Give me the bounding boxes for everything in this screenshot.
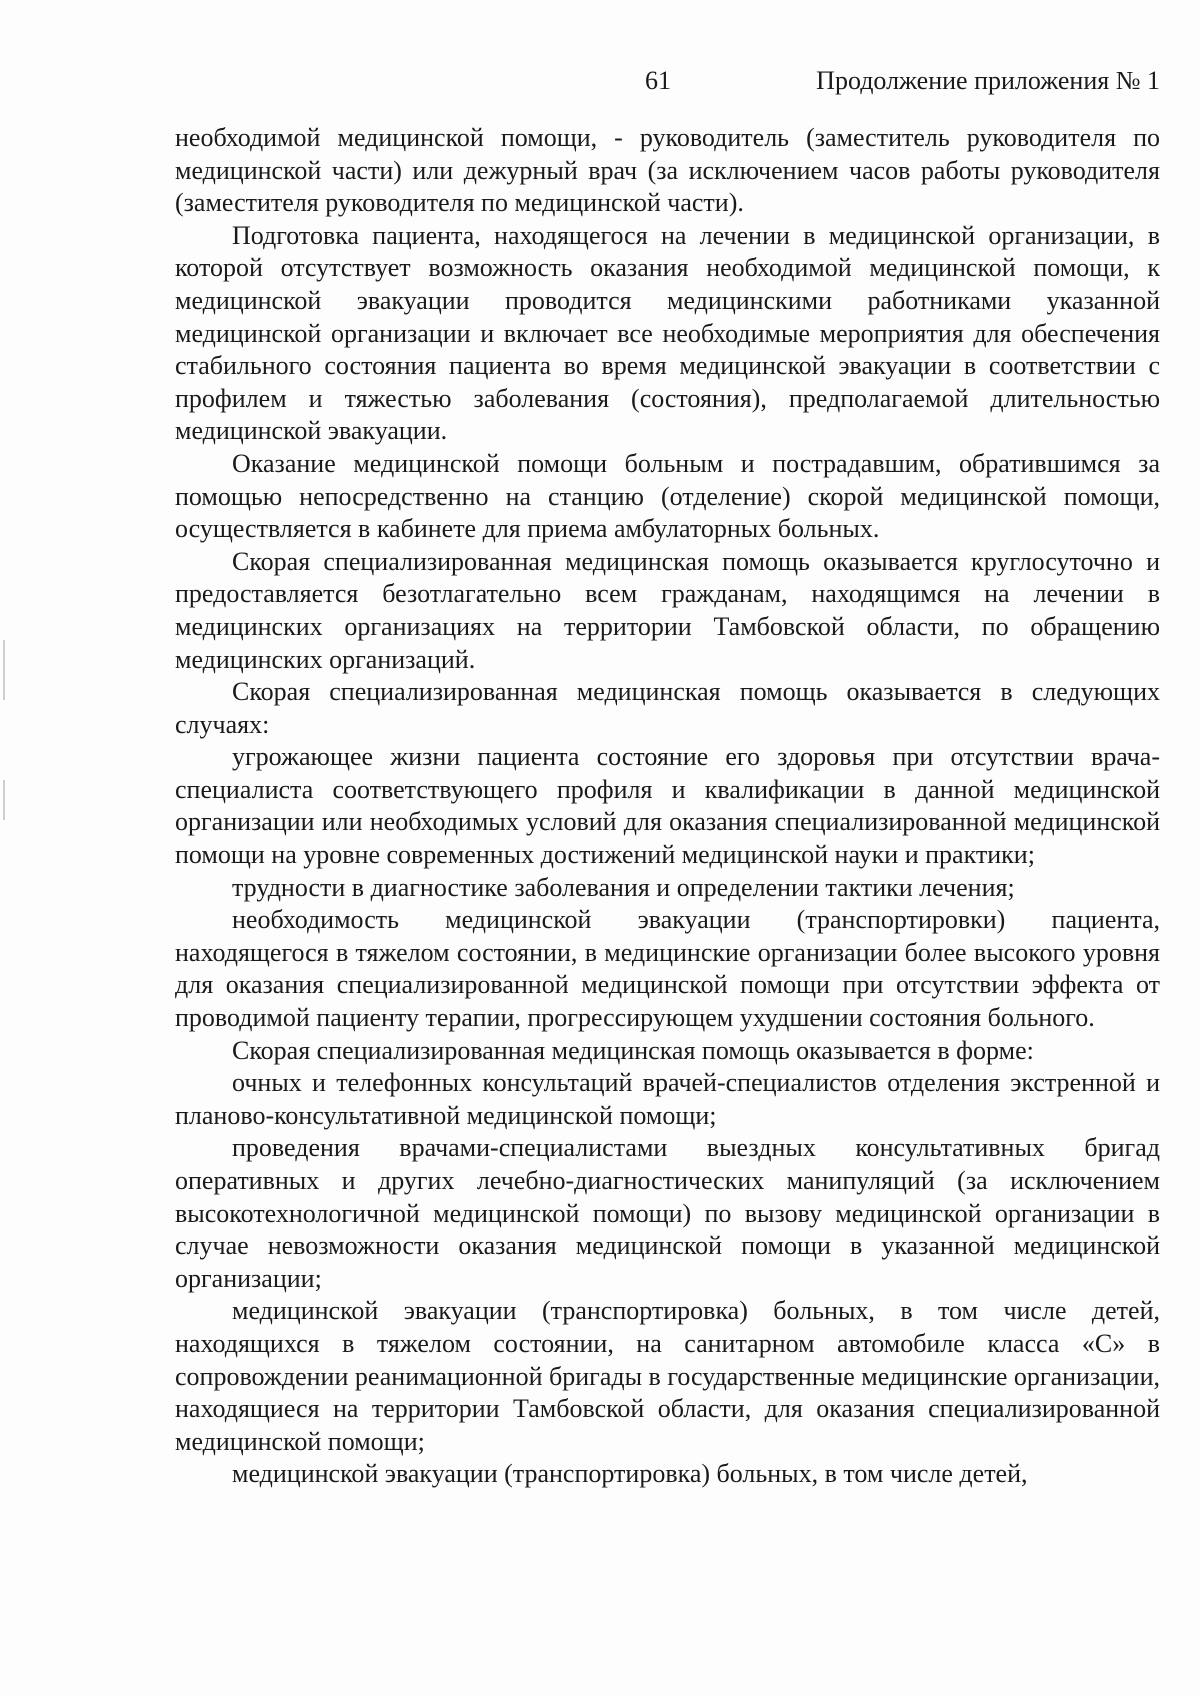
paragraph: Скорая специализированная медицинская помощь оказывается в следующих случаях: xyxy=(175,677,1160,739)
paragraph: угрожающее жизни пациента состояние его здоровья при отсутствии врача-специалиста соответствующего профиля и квалификации в данной медицинской организации или необходимых условий для оказания специализированной медицинской помощи на уровне современных достижений медицинской науки и практики; xyxy=(175,742,1160,870)
paragraph: Подготовка пациента, находящегося на лечении в медицинской организации, в которой отсутствует возможность оказания необходимой медицинской помощи, к медицинской эвакуации проводится медицинскими работниками указанной медицинской организации и включает все необходимые мероприятия для обеспечения стабильного состояния пациента во время медицинской эвакуации в соответствии с профилем и тяжестью заболевания (состояния), предполагаемой длительностью медицинской эвакуации. xyxy=(175,220,1160,446)
paragraph: Скорая специализированная медицинская помощь оказывается в форме: xyxy=(232,1035,1034,1065)
paragraph: необходимость медицинской эвакуации (транспортировки) пациента, находящегося в тяжелом состоянии, в медицинские организации более высокого уровня для оказания специализированной медицинской помощи при отсутствии эффекта от проводимой пациенту терапии, прогрессирующем ухудшении состояния больного. xyxy=(175,905,1160,1033)
paragraph: Оказание медицинской помощи больным и пострадавшим, обратившимся за помощью непосредственно на станцию (отделение) скорой медицинской помощи, осуществляется в кабинете для приема амбулаторных больных. xyxy=(175,448,1160,544)
paragraph: медицинской эвакуации (транспортировка) больных, в том числе детей, xyxy=(232,1459,1028,1489)
paragraph: очных и телефонных консультаций врачей-специалистов отделения экстренной и планово-консультативной медицинской помощи; xyxy=(175,1068,1160,1130)
paragraph: Скорая специализированная медицинская помощь оказывается круглосуточно и предоставляется безотлагательно всем гражданам, находящимся на лечении в медицинских организациях на территории Тамбовской области, по обращению медицинских организаций. xyxy=(175,546,1160,674)
document-body xyxy=(175,122,1160,1491)
scan-artifact xyxy=(3,640,5,700)
paragraph: трудности в диагностике заболевания и определении тактики лечения; xyxy=(232,872,1015,902)
paragraph: необходимой медицинской помощи, - руководитель (заместитель руководителя по медицинской части) или дежурный врач (за исключением часов работы руководителя (заместителя руководителя по медицинской части). xyxy=(175,123,1160,218)
scan-artifact xyxy=(3,780,5,820)
paragraph: медицинской эвакуации (транспортировка) больных, в том числе детей, находящихся в тяжелом состоянии, на санитарном автомобиле класса «С» в сопровождении реанимационной бригады в государственные медицинские организации, находящиеся на территории Тамбовской области, для оказания специализированной медицинской помощи; xyxy=(175,1296,1160,1456)
appendix-continuation-note: Продолжение приложения № 1 xyxy=(816,66,1160,95)
page-number: 61 xyxy=(645,66,671,95)
page-header xyxy=(175,64,1160,104)
paragraph: проведения врачами-специалистами выездных консультативных бригад оперативных и других лечебно-диагностических манипуляций (за исключением высокотехнологичной медицинской помощи) по вызову медицинской организации в случае невозможности оказания медицинской помощи в указанной медицинской организации; xyxy=(175,1133,1160,1293)
